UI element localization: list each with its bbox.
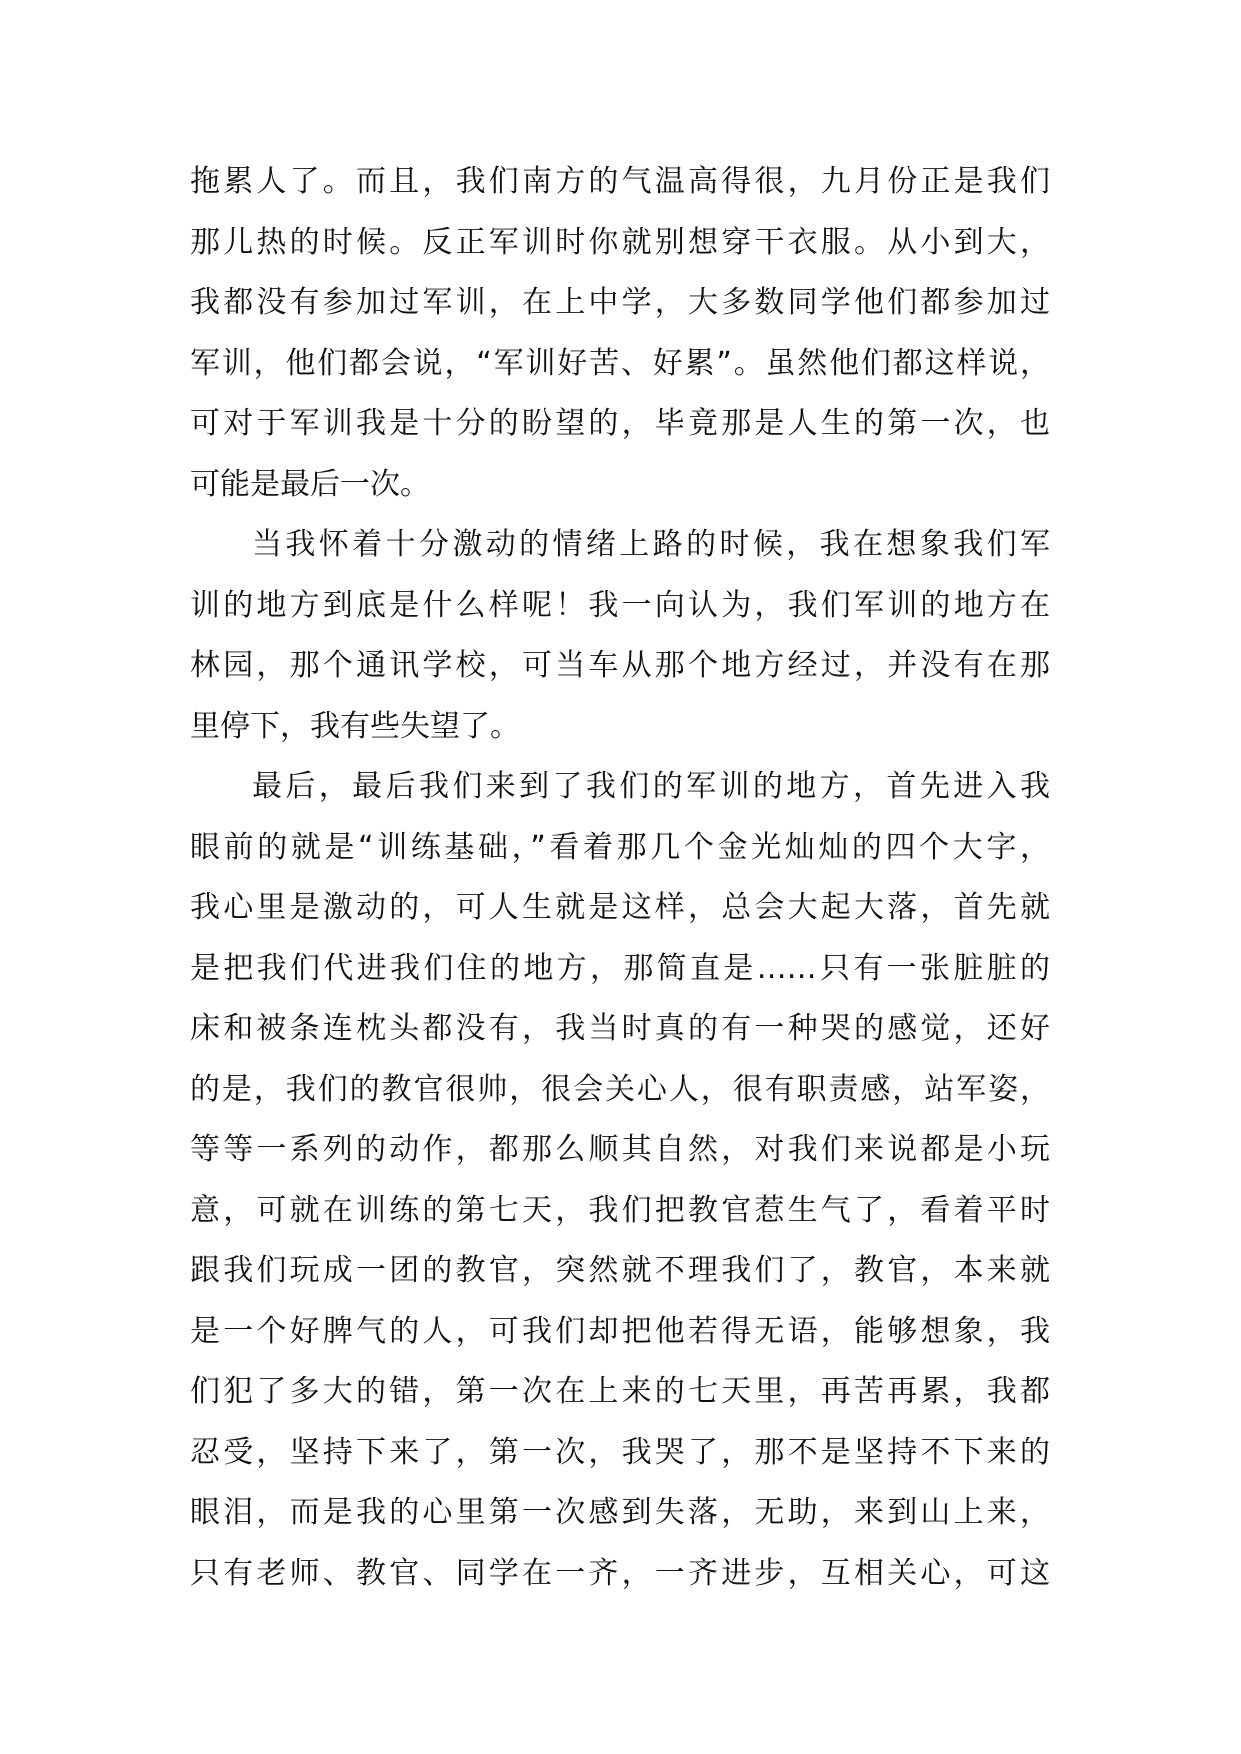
text-line: 们犯了多大的错，第一次在上来的七天里，再苦再累，我都 — [190, 1374, 1050, 1409]
text-line: 眼泪，而是我的心里第一次感到失落，无助，来到山上来， — [190, 1495, 1050, 1530]
text-line: 跟我们玩成一团的教官，突然就不理我们了，教官，本来就 — [190, 1253, 1050, 1288]
text-line: 当我怀着十分激动的情绪上路的时候，我在想象我们军 — [252, 527, 1050, 562]
text-line: 林园，那个通讯学校，可当车从那个地方经过，并没有在那 — [190, 648, 1050, 683]
body-text — [190, 152, 1050, 1604]
text-line: 我都没有参加过军训，在上中学，大多数同学他们都参加过 — [190, 285, 1050, 320]
text-line: 军训，他们都会说，“军训好苦、好累”。虽然他们都这样说， — [190, 345, 1050, 381]
text-line: 拖累人了。而且，我们南方的气温高得很，九月份正是我们 — [190, 164, 1050, 199]
text-line: 里停下，我有些失望了。 — [190, 708, 520, 744]
text-line: 眼前的就是“训练基础，”看着那几个金光灿灿的四个大字， — [190, 829, 1050, 865]
paragraph-1 — [190, 152, 1050, 515]
text-line: 可能是最后一次。 — [190, 466, 430, 502]
paragraph-3 — [190, 757, 1050, 1604]
text-line: 我心里是激动的，可人生就是这样，总会大起大落，首先就 — [190, 890, 1050, 925]
text-line: 的是，我们的教官很帅，很会关心人，很有职责感，站军姿， — [190, 1071, 1050, 1107]
text-line: 等等一系列的动作，都那么顺其自然，对我们来说都是小玩 — [190, 1132, 1050, 1167]
text-line: 是一个好脾气的人，可我们却把他若得无语，能够想象，我 — [190, 1313, 1050, 1349]
text-line: 训的地方到底是什么样呢！我一向认为，我们军训的地方在 — [190, 587, 1050, 623]
text-line: 可对于军训我是十分的盼望的，毕竟那是人生的第一次，也 — [190, 406, 1050, 441]
text-line: 只有老师、教官、同学在一齐，一齐进步，互相关心，可这 — [190, 1555, 1050, 1591]
text-line: 最后，最后我们来到了我们的军训的地方，首先进入我 — [252, 769, 1050, 804]
text-line: 床和被条连枕头都没有，我当时真的有一种哭的感觉，还好 — [190, 1011, 1050, 1046]
text-line: 意，可就在训练的第七天，我们把教官惹生气了，看着平时 — [190, 1192, 1050, 1228]
paragraph-2 — [190, 515, 1050, 757]
text-line: 忍受，坚持下来了，第一次，我哭了，那不是坚持不下来的 — [190, 1434, 1050, 1470]
text-line: 是把我们代进我们住的地方，那简直是……只有一张脏脏的 — [190, 950, 1050, 986]
text-line: 那儿热的时候。反正军训时你就别想穿干衣服。从小到大， — [190, 224, 1050, 260]
